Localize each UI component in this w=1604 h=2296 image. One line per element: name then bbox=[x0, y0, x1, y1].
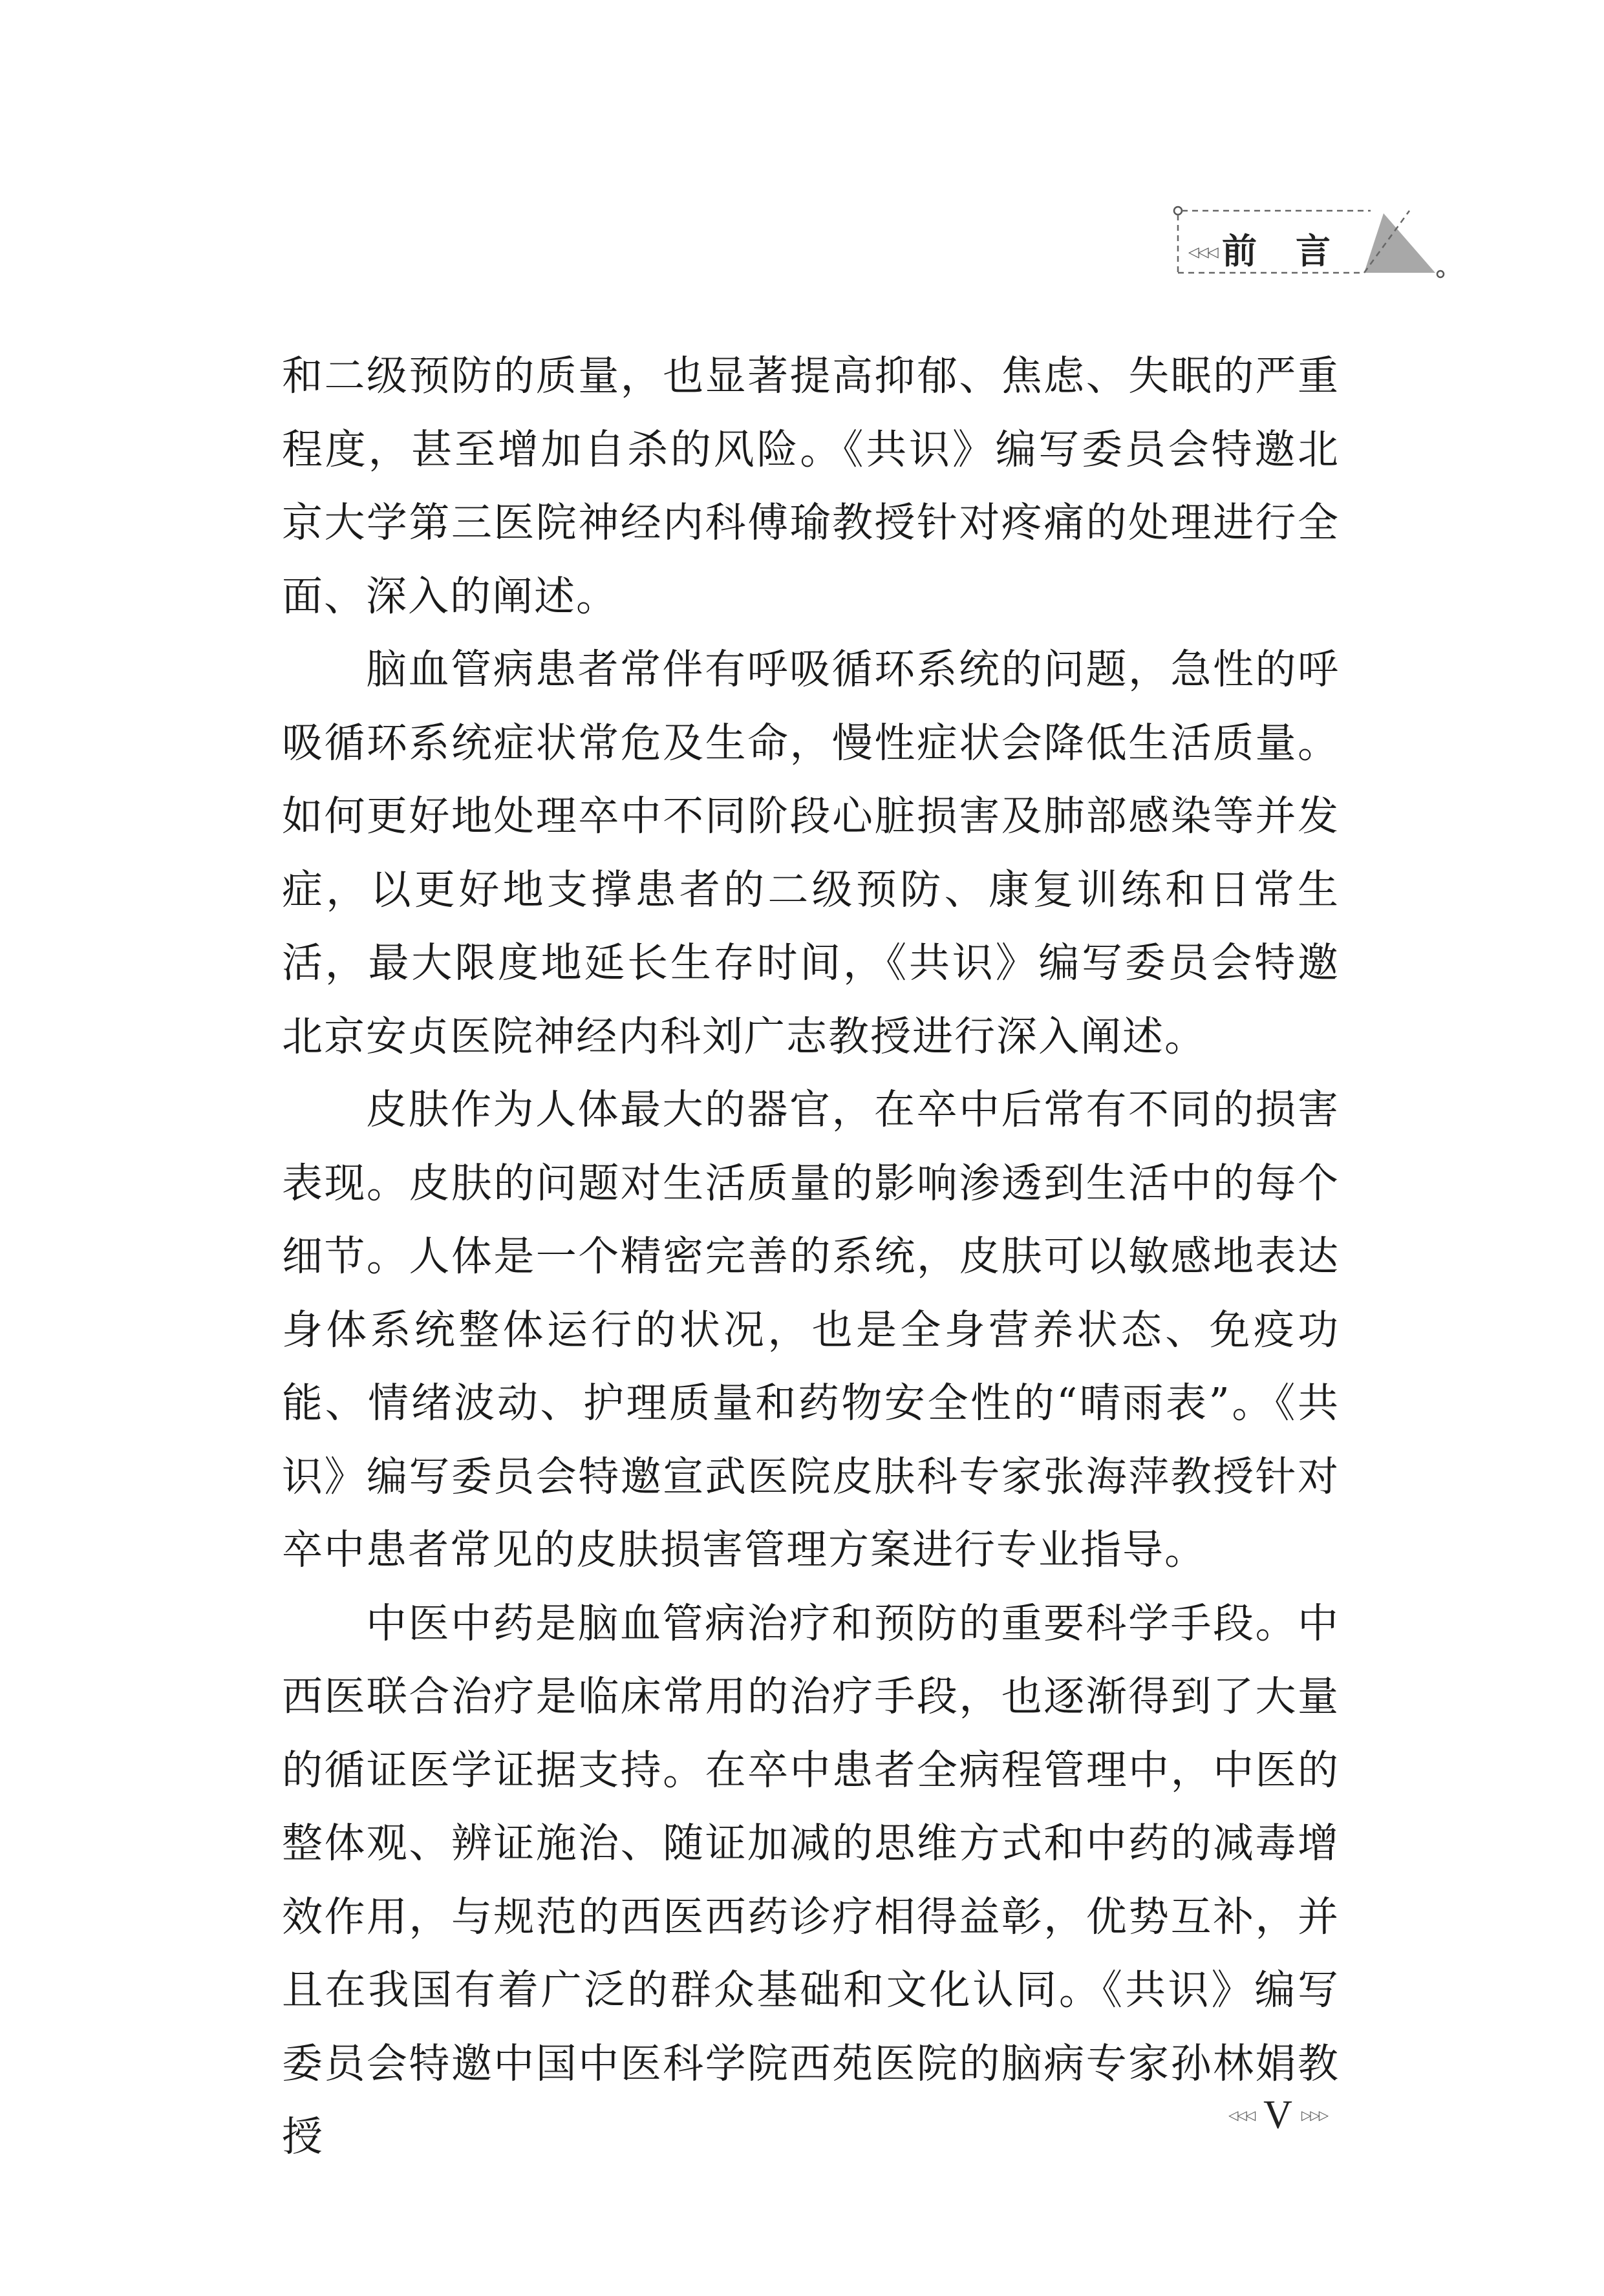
body-text bbox=[282, 339, 1340, 2174]
left-arrow-icons: ◁◁◁ bbox=[1228, 2107, 1255, 2123]
header-arrow-icons: ◁◁◁ bbox=[1188, 244, 1217, 260]
paragraph: 脑血管病患者常伴有呼吸循环系统的问题，急性的呼吸循环系统症状常危及生命，慢性症状会降低生活质量。如何更好地处理卒中不同阶段心脏损害及肺部感染等并发症，以更好地支撑患者的二级预防、康复训练和日常生活，最大限度地延长生存时间，《共识》编写委员会特邀北京安贞医院神经内科刘广志教授进行深入阐述。 bbox=[282, 646, 1340, 1060]
page-number-value: V bbox=[1263, 2092, 1292, 2137]
paragraph: 中医中药是脑血管病治疗和预防的重要科学手段。中西医联合治疗是临床常用的治疗手段，也逐渐得到了大量的循证医学证据支持。在卒中患者全病程管理中，中医的整体观、辨证施治、随证加减的思维方式和中药的减毒增效作用，与规范的西医西药诊疗相得益彰，优势互补，并且在我国有着广泛的群众基础和文化认同。《共识》编写委员会特邀中国中医科学院西苑医院的脑病专家孙林娟教授 bbox=[282, 1599, 1340, 2160]
paragraph: 和二级预防的质量，也显著提高抑郁、焦虑、失眠的严重程度，甚至增加自杀的风险。《共识》编写委员会特邀北京大学第三医院神经内科傅瑜教授针对疼痛的处理进行全面、深入的阐述。 bbox=[282, 352, 1340, 620]
running-header bbox=[1170, 194, 1455, 291]
paragraph: 皮肤作为人体最大的器官，在卒中后常有不同的损害表现。皮肤的问题对生活质量的影响渗透到生活中的每个细节。人体是一个精密完善的系统，皮肤可以敏感地表达身体系统整体运行的状况，也是全身营养状态、免疫功能、情绪波动、护理质量和药物安全性的“晴雨表”。《共识》编写委员会特邀宣武医院皮肤科专家张海萍教授针对卒中患者常见的皮肤损害管理方案进行专业指导。 bbox=[282, 1086, 1340, 1573]
page-number bbox=[1228, 2089, 1358, 2141]
right-arrow-icons: ▷▷▷ bbox=[1301, 2107, 1328, 2123]
chapter-title: 前言 bbox=[1222, 231, 1369, 271]
